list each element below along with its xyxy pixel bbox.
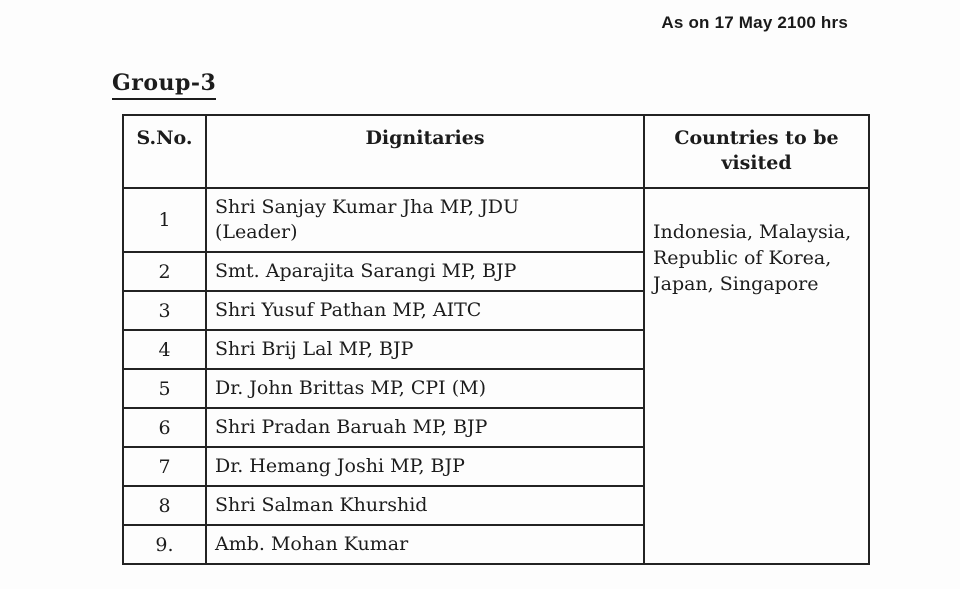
timestamp-note: As on 17 May 2100 hrs [661,13,848,32]
dignitary-cell [206,188,644,252]
sno-cell: 6 [123,408,206,447]
group-title: Group-3 [112,70,216,100]
dignitary-cell: Dr. John Brittas MP, CPI (M) [206,369,644,408]
delegation-table [122,114,870,565]
sno-cell: 2 [123,252,206,291]
dignitary-cell: Shri Brij Lal MP, BJP [206,330,644,369]
sno-cell: 3 [123,291,206,330]
dignitary-cell: Dr. Hemang Joshi MP, BJP [206,447,644,486]
countries-cell: Indonesia, Malaysia, Republic of Korea, Japan, Singapore [644,188,869,564]
header-countries: Countries to be visited [644,115,869,188]
dignitary-cell: Shri Pradan Baruah MP, BJP [206,408,644,447]
sno-cell: 9. [123,525,206,564]
sno-cell: 4 [123,330,206,369]
dignitary-cell: Smt. Aparajita Sarangi MP, BJP [206,252,644,291]
header-dignitaries: Dignitaries [206,115,644,188]
sno-cell: 1 [123,188,206,252]
sno-cell: 5 [123,369,206,408]
dignitary-name: Shri Sanjay Kumar Jha MP, JDU (Leader) [215,195,520,243]
header-sno: S.No. [123,115,206,188]
table-header-row [123,115,869,188]
sno-cell: 7 [123,447,206,486]
sno-cell: 8 [123,486,206,525]
dignitary-cell: Shri Yusuf Pathan MP, AITC [206,291,644,330]
dignitary-cell: Amb. Mohan Kumar [206,525,644,564]
dignitary-cell: Shri Salman Khurshid [206,486,644,525]
table-row [123,188,869,252]
